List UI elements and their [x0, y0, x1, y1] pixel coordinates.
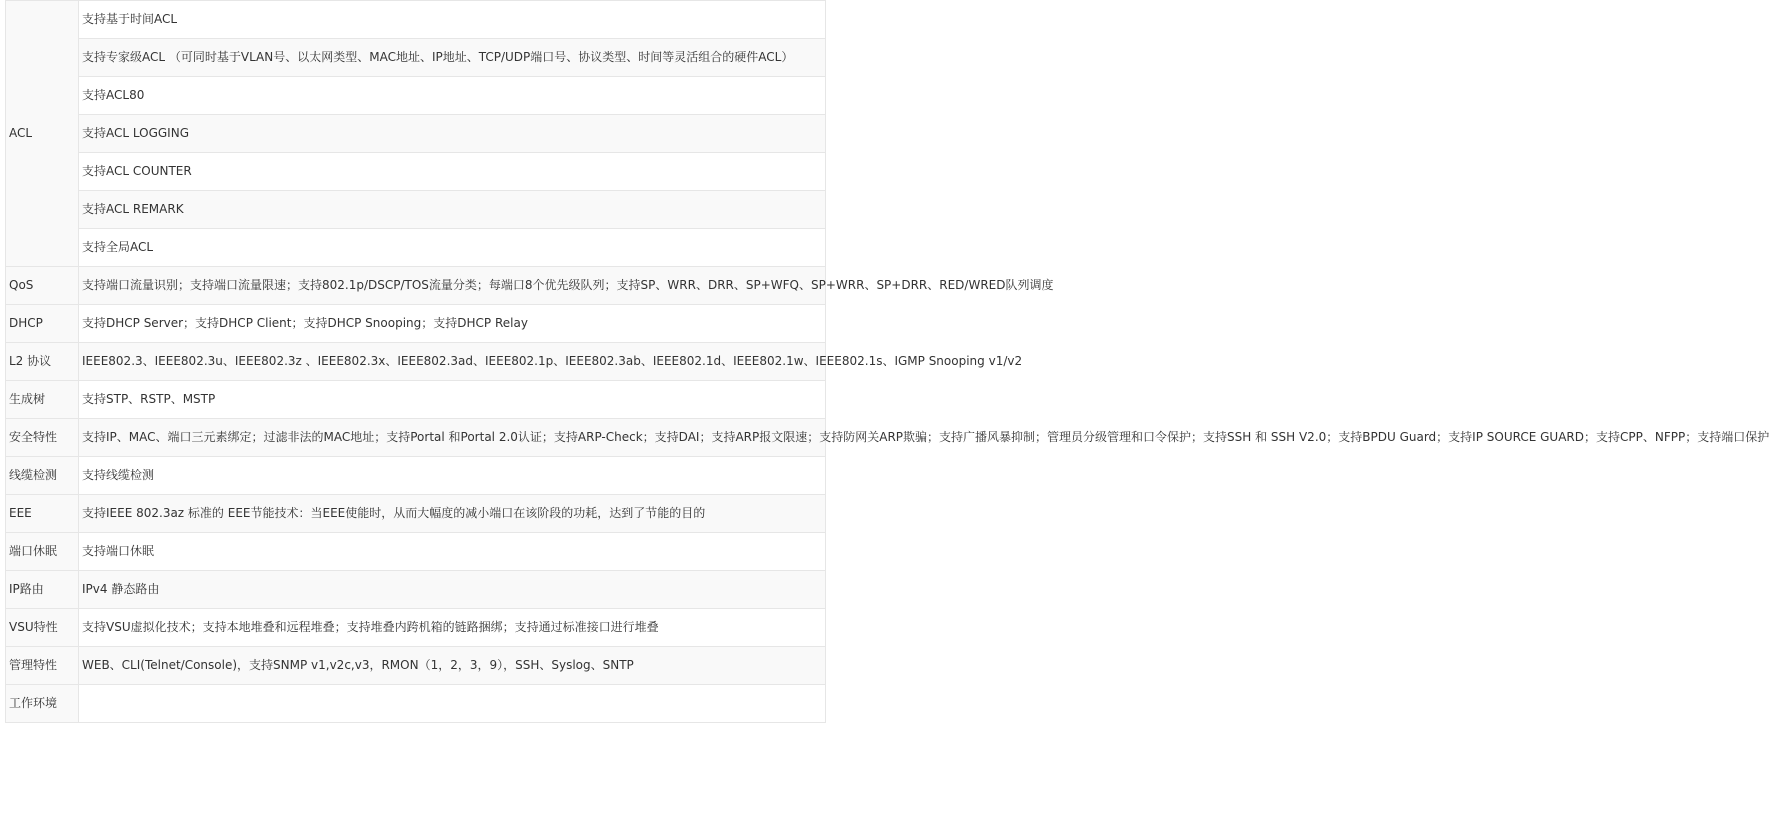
row-label-dhcp: DHCP — [6, 305, 79, 343]
cell-value: 支持STP、RSTP、MSTP — [79, 381, 826, 419]
row-label-l2: L2 协议 — [6, 343, 79, 381]
cell-value: IEEE802.3、IEEE802.3u、IEEE802.3z 、IEEE802.3x、IEEE802.3ad、IEEE802.1p、IEEE802.3ab、IEEE802.1d、IEEE802.1w、IEEE802.1s、IGMP Snooping v1/v2 — [79, 343, 826, 381]
row-label-security: 安全特性 — [6, 419, 79, 457]
cell-value: 支持ACL80 — [79, 77, 826, 115]
cell-value: 支持端口流量识别；支持端口流量限速；支持802.1p/DSCP/TOS流量分类；每端口8个优先级队列；支持SP、WRR、DRR、SP+WFQ、SP+WRR、SP+DRR、RED/WRED队列调度 — [79, 267, 826, 305]
table-row — [6, 609, 826, 647]
table-row — [6, 229, 826, 267]
table-row — [6, 267, 826, 305]
row-label-eee: EEE — [6, 495, 79, 533]
cell-value: WEB、CLI(Telnet/Console)，支持SNMP v1,v2c,v3，RMON（1，2，3，9），SSH、Syslog、SNTP — [79, 647, 826, 685]
table-row — [6, 305, 826, 343]
cell-value: 支持ACL COUNTER — [79, 153, 826, 191]
table-row — [6, 191, 826, 229]
row-label-management: 管理特性 — [6, 647, 79, 685]
cell-value: 支持基于时间ACL — [79, 1, 826, 39]
table-row — [6, 533, 826, 571]
spec-table — [5, 0, 1769, 723]
cell-value: 支持端口休眠 — [79, 533, 826, 571]
table-row — [6, 1, 826, 39]
cell-value — [79, 685, 826, 723]
table-row — [6, 39, 826, 77]
row-label-routing: IP路由 — [6, 571, 79, 609]
table-row — [6, 343, 826, 381]
row-label-cable: 线缆检测 — [6, 457, 79, 495]
table-row — [6, 77, 826, 115]
cell-value: 支持专家级ACL （可同时基于VLAN号、以太网类型、MAC地址、IP地址、TCP/UDP端口号、协议类型、时间等灵活组合的硬件ACL） — [79, 39, 826, 77]
table-row — [6, 153, 826, 191]
row-label-vsu: VSU特性 — [6, 609, 79, 647]
table-row — [6, 495, 826, 533]
row-label-acl: ACL — [6, 1, 79, 267]
row-label-qos: QoS — [6, 267, 79, 305]
cell-value: 支持ACL LOGGING — [79, 115, 826, 153]
cell-value: 支持DHCP Server；支持DHCP Client；支持DHCP Snooping；支持DHCP Relay — [79, 305, 826, 343]
cell-value: 支持线缆检测 — [79, 457, 826, 495]
table-row — [6, 685, 826, 723]
row-label-environment: 工作环境 — [6, 685, 79, 723]
cell-value: 支持IP、MAC、端口三元素绑定；过滤非法的MAC地址；支持Portal 和Portal 2.0认证；支持ARP-Check；支持DAI；支持ARP报文限速；支持防网关ARP欺骗；支持广播风暴抑制；管理员分级管理和口令保护；支持SSH 和 SSH V2.0；支持BPDU Guard；支持IP SOURCE GUARD；支持CPP、NFPP；支持端口保护 — [79, 419, 826, 457]
cell-value: 支持IEEE 802.3az 标准的 EEE节能技术：当EEE使能时，从而大幅度的减小端口在该阶段的功耗，达到了节能的目的 — [79, 495, 826, 533]
table-row — [6, 381, 826, 419]
table-row — [6, 647, 826, 685]
table-row — [6, 571, 826, 609]
cell-value: 支持VSU虚拟化技术；支持本地堆叠和远程堆叠；支持堆叠内跨机箱的链路捆绑；支持通过标准接口进行堆叠 — [79, 609, 826, 647]
table-row — [6, 115, 826, 153]
cell-value: IPv4 静态路由 — [79, 571, 826, 609]
cell-value: 支持ACL REMARK — [79, 191, 826, 229]
cell-value: 支持全局ACL — [79, 229, 826, 267]
row-label-stp: 生成树 — [6, 381, 79, 419]
table-row — [6, 419, 826, 457]
row-label-sleep: 端口休眠 — [6, 533, 79, 571]
table-row — [6, 457, 826, 495]
